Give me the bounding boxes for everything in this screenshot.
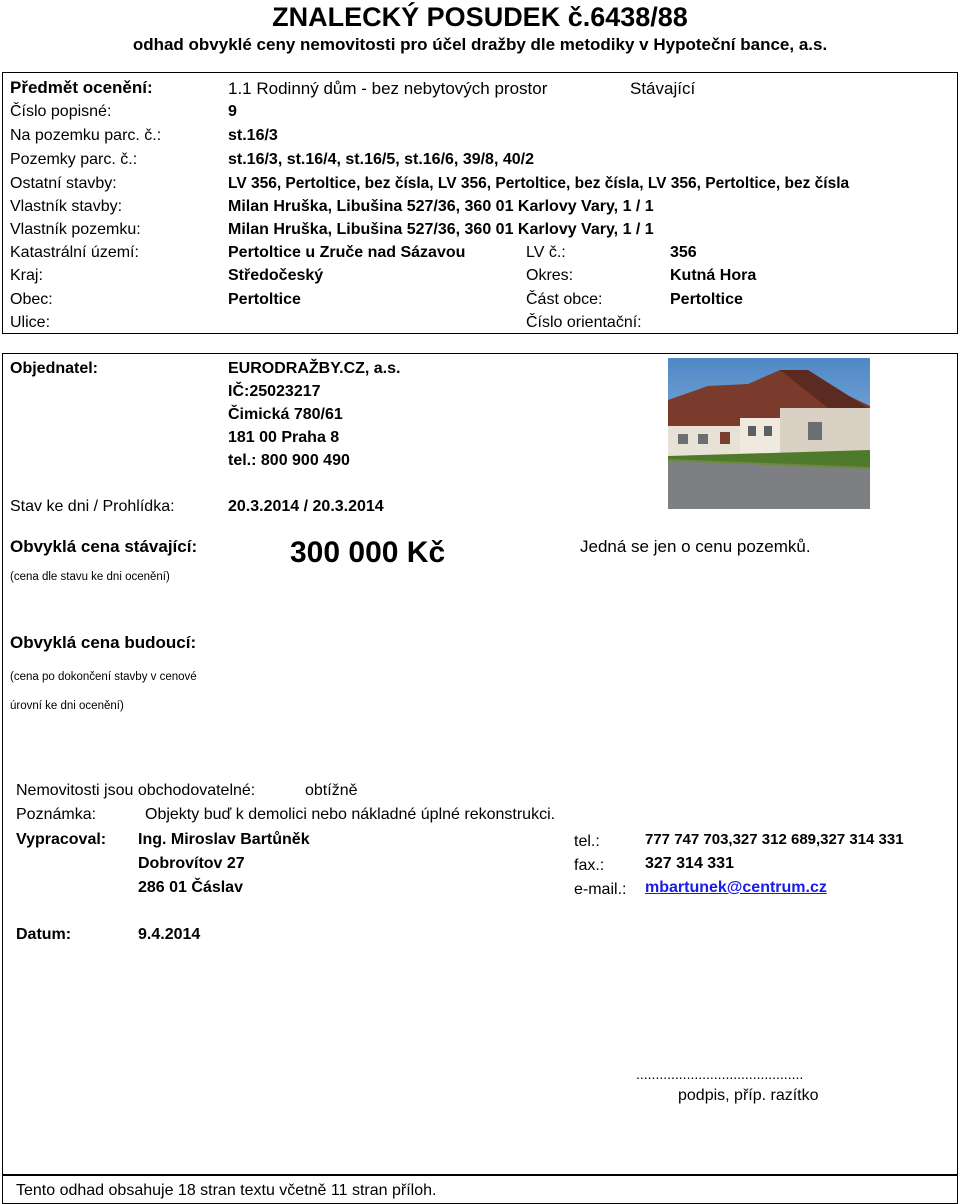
marketability-label: Nemovitosti jsou obchodovatelné: [16, 782, 256, 799]
marketability-value: obtížně [305, 782, 358, 799]
footer-text: Tento odhad obsahuje 18 stran textu včetně 11 stran příloh. [16, 1182, 437, 1199]
municipality-value: Pertoltice [228, 291, 301, 308]
house-number-value: 9 [228, 103, 237, 120]
region-value: Středočeský [228, 267, 324, 284]
on-parcel-value: st.16/3 [228, 127, 278, 144]
email-label: e-mail.: [574, 881, 627, 898]
district-value: Kutná Hora [670, 267, 757, 284]
municipality-part-value: Pertoltice [670, 291, 743, 308]
current-price-value: 300 000 Kč [290, 536, 446, 569]
future-price-label: Obvyklá cena budoucí: [10, 633, 197, 652]
other-buildings-label: Ostatní stavby: [10, 175, 117, 192]
client-ic: IČ:25023217 [228, 383, 321, 400]
other-buildings-value: LV 356, Pertoltice, bez čísla, LV 356, Pertoltice, bez čísla, LV 356, Pertoltice, bez čísla [228, 175, 850, 192]
land-owner-label: Vlastník pozemku: [10, 221, 141, 238]
street-label: Ulice: [10, 314, 51, 331]
lv-label: LV č.: [526, 244, 566, 261]
building-owner-value: Milan Hruška, Libušina 527/36, 360 01 Karlovy Vary, 1 / 1 [228, 198, 654, 215]
subject-value: 1.1 Rodinný dům - bez nebytových prostor [228, 79, 548, 98]
document-subtitle: odhad obvyklé ceny nemovitosti pro účel dražby dle metodiky v Hypoteční bance, a.s. [132, 35, 828, 54]
subject-status: Stávající [630, 79, 696, 98]
future-price-note-2: úrovní ke dni ocenění) [10, 700, 124, 712]
district-label: Okres: [526, 267, 574, 284]
cadastral-label: Katastrální území: [10, 244, 139, 261]
lv-value: 356 [670, 244, 697, 261]
date-label: Datum: [16, 926, 72, 943]
author-city: 286 01 Čáslav [138, 879, 243, 896]
current-price-label: Obvyklá cena stávající: [10, 537, 198, 556]
client-street: Čimická 780/61 [228, 406, 343, 423]
house-number-label: Číslo popisné: [10, 103, 112, 120]
author-label: Vypracoval: [16, 831, 107, 848]
on-parcel-label: Na pozemku parc. č.: [10, 127, 162, 144]
author-name: Ing. Miroslav Bartůněk [138, 831, 310, 848]
author-street: Dobrovítov 27 [138, 855, 245, 872]
parcels-label: Pozemky parc. č.: [10, 151, 138, 168]
inspection-label: Stav ke dni / Prohlídka: [10, 498, 175, 515]
building-owner-label: Vlastník stavby: [10, 198, 123, 215]
client-label: Objednatel: [10, 360, 99, 377]
client-phone: tel.: 800 900 490 [228, 452, 350, 469]
subject-label: Předmět ocenění: [10, 78, 153, 97]
municipality-label: Obec: [10, 291, 53, 308]
date-value: 9.4.2014 [138, 926, 201, 943]
future-price-note-1: (cena po dokončení stavby v cenové [10, 671, 197, 683]
current-price-remark: Jedná se jen o cenu pozemků. [580, 537, 811, 556]
client-name: EURODRAŽBY.CZ, a.s. [228, 360, 401, 377]
property-photo [668, 358, 870, 509]
parcels-value: st.16/3, st.16/4, st.16/5, st.16/6, 39/8, 40/2 [228, 151, 534, 168]
current-price-note: (cena dle stavu ke dni ocenění) [10, 571, 170, 583]
inspection-value: 20.3.2014 / 20.3.2014 [228, 498, 384, 515]
client-city: 181 00 Praha 8 [228, 429, 340, 446]
note-label: Poznámka: [16, 806, 97, 823]
land-owner-value: Milan Hruška, Libušina 527/36, 360 01 Karlovy Vary, 1 / 1 [228, 221, 654, 238]
municipality-part-label: Část obce: [526, 291, 603, 308]
email-link[interactable]: mbartunek@centrum.cz [645, 879, 827, 896]
signature-caption: podpis, příp. razítko [678, 1087, 819, 1104]
tel-value: 777 747 703,327 312 689,327 314 331 [645, 831, 904, 848]
fax-value: 327 314 331 [645, 855, 734, 872]
fax-label: fax.: [574, 857, 605, 874]
signature-dots: ........................................... [636, 1066, 804, 1082]
cadastral-value: Pertoltice u Zruče nad Sázavou [228, 244, 466, 261]
note-value: Objekty buď k demolici nebo nákladné úplné rekonstrukci. [145, 806, 556, 823]
region-label: Kraj: [10, 267, 43, 284]
tel-label: tel.: [574, 833, 600, 850]
orientation-number-label: Číslo orientační: [526, 314, 642, 331]
document-title: ZNALECKÝ POSUDEK č.6438/88 [272, 2, 688, 32]
